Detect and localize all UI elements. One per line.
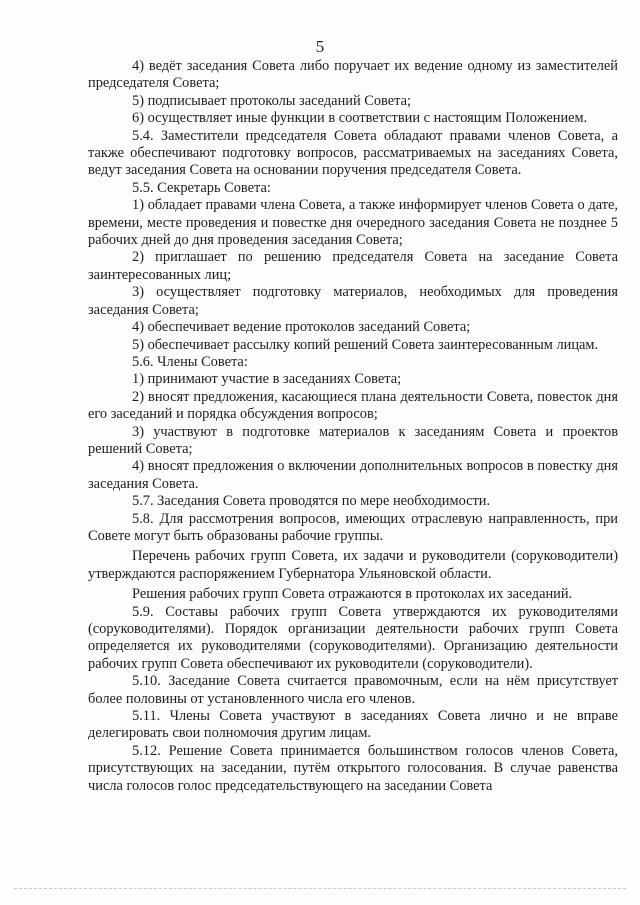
paragraph: 4) обеспечивает ведение протоколов заседаний Совета;	[132, 319, 471, 336]
paragraph: 1) принимают участие в заседаниях Совета;	[132, 371, 402, 388]
paragraph: 5.12. Решение Совета принимается большинством голосов членов Совета, присутствующих на заседании, путём открытого голосования. В случае равенства числа голосов голос председательствующего на заседании Совета	[88, 742, 618, 794]
paragraph: 6) осуществляет иные функции в соответствии с настоящим Положением.	[132, 110, 588, 127]
paragraph: 3) участвуют в подготовке материалов к заседаниям Совета и проектов решений Совета;	[88, 423, 618, 457]
paragraph: Решения рабочих групп Совета отражаются в протоколах их заседаний.	[132, 586, 573, 603]
paragraph: 1) обладает правами члена Совета, а также информирует членов Совета о дате, времени, месте проведения и повестке дня очередного заседания Совета не позднее 5 рабочих дней до дня проведения заседания Совета;	[88, 197, 618, 249]
paragraph: 5.11. Члены Совета участвуют в заседаниях Совета лично и не вправе делегировать свои полномочия другим лицам.	[88, 708, 618, 742]
scan-edge-line	[14, 888, 626, 889]
paragraph: 5.8. Для рассмотрения вопросов, имеющих отраслевую направленность, при Совете могут быть образованы рабочие группы.	[88, 510, 618, 544]
document-body	[88, 58, 618, 795]
paragraph: 5.5. Секретарь Совета:	[132, 179, 271, 196]
paragraph: 2) приглашает по решению председателя Совета на заседание Совета заинтересованных лиц;	[88, 249, 618, 283]
paragraph: 2) вносят предложения, касающиеся плана деятельности Совета, повесток дня его заседаний и порядка обсуждения вопросов;	[88, 388, 618, 423]
page-number: 5	[315, 37, 325, 56]
paragraph: Перечень рабочих групп Совета, их задачи и руководители (соруководители) утверждаются распоряжением Губернатора Ульяновской области.	[88, 548, 618, 582]
paragraph: 5.4. Заместители председателя Совета обладают правами членов Совета, а также обеспечивают подготовку вопросов, рассматриваемых на заседаниях Совета, ведут заседания Совета на основании поручения председателя Совета.	[88, 127, 618, 179]
paragraph: 3) осуществляет подготовку материалов, необходимых для проведения заседания Совета;	[88, 284, 618, 318]
paragraph: 5.6. Члены Совета:	[132, 353, 248, 370]
paragraph: 5.7. Заседания Совета проводятся по мере необходимости.	[132, 493, 491, 510]
paragraph: 4) ведёт заседания Совета либо поручает их ведение одному из заместителей председателя Совета;	[88, 58, 618, 92]
paragraph: 4) вносят предложения о включении дополнительных вопросов в повестку дня заседания Совета.	[88, 458, 618, 492]
paragraph: 5.9. Составы рабочих групп Совета утверждаются их руководителями (соруководителями). Порядок организации деятельности рабочих групп Совета определяется их руководителями (соруководителями). Организацию деятельности рабочих групп Совета обеспечивают их руководители (соруководители).	[88, 603, 618, 672]
paragraph: 5) подписывает протоколы заседаний Совета;	[132, 92, 412, 109]
paragraph: 5) обеспечивает рассылку копий решений Совета заинтересованным лицам.	[132, 336, 599, 353]
paragraph: 5.10. Заседание Совета считается правомочным, если на нём присутствует более половины от установленного числа его членов.	[88, 673, 618, 707]
